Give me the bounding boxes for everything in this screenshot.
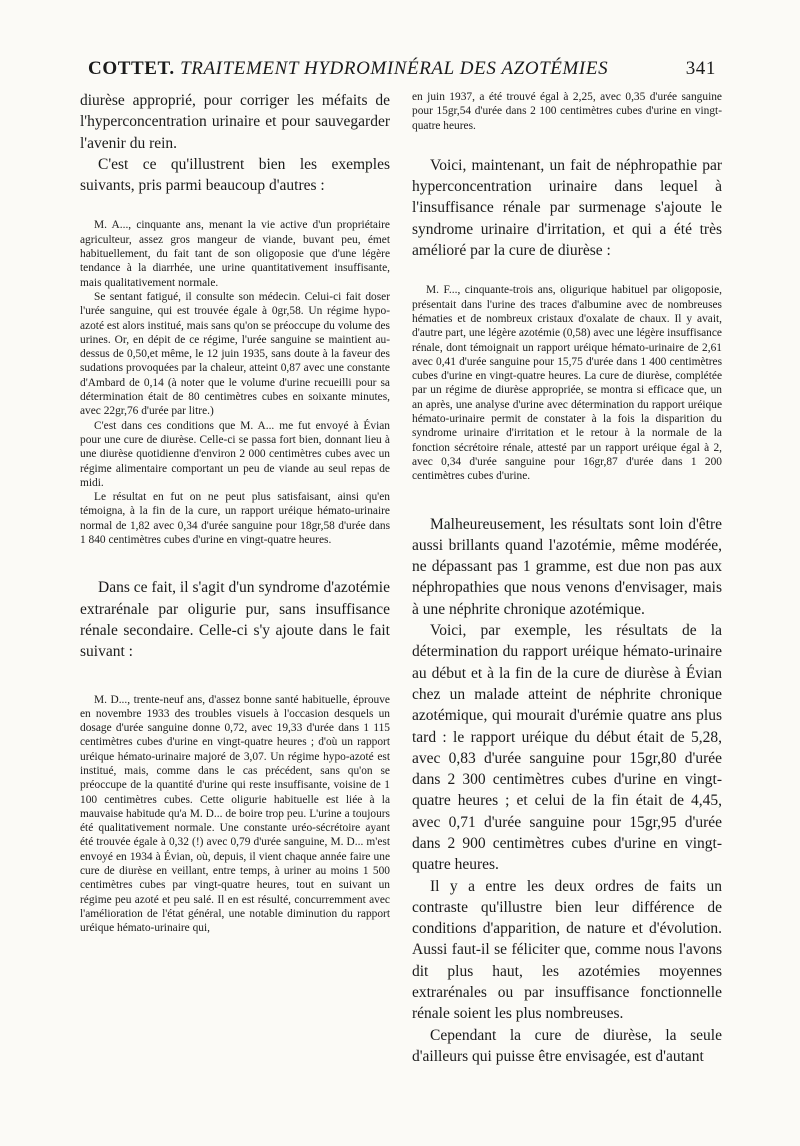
running-head-title: TRAITEMENT HYDROMINÉRAL DES AZOTÉMIES	[180, 58, 609, 79]
running-head-author: COTTET.	[88, 58, 175, 79]
paragraph-spacer	[80, 663, 390, 693]
left-paragraph-3: Se sentant fatigué, il consulte son médecin. Celui-ci fait doser l'urée sanguine, qui est trouvée égale à 0gr,58. Un régime hypo-azoté est alors institué, mais sans qu'on se préoccupe du volume des urines. Or, en dépit de ce régime, l'urée sanguine se maintient au-dessus de 0,50,et même, le 12 juin 1935, sans doute à la faveur des sudations provoquées par la chaleur, atteint 0,87 avec une constante d'Ambard de 0,14 (à noter que le volume d'urine recueilli pour sa détermination était de 80 centimètres cubes en soixante minutes, avec 22gr,76 d'urée par litre.)	[80, 290, 390, 418]
left-paragraph-5: Le résultat en fut on ne peut plus satisfaisant, ainsi qu'en témoigna, à la fin de la cure, un rapport uréique hémato-urinaire normal de 1,82 avec 0,34 d'urée sanguine pour 18gr,58 d'urée dans 1 840 centimètres cubes d'urine en vingt-quatre heures.	[80, 491, 390, 547]
paragraph-spacer	[412, 133, 722, 155]
right-paragraph-4: Voici, par exemple, les résultats de la détermination du rapport uréique hémato-urinaire au début et à la fin de la cure de diurèse à Évian chez un malade atteint de néphrite chronique azotémique, qui mourait d'urémie quatre ans plus tard : le rapport uréique du début était de 5,28, avec 0,83 d'urée sanguine pour 15gr,80 d'urée dans 2 300 centimètres cubes d'urine en vingt-quatre heures ; et celui de la fin était de 4,45, avec 0,71 d'urée sanguine pour 15gr,95 d'urée dans 2 900 centimètres cubes d'urine en vingt-quatre heures.	[412, 622, 722, 874]
right-paragraph-5: Il y a entre les deux ordres de faits un contraste qu'illustre bien leur différence de conditions d'apparition, de nature et d'évolution. Aussi faut-il se féliciter que, comme nous l'avons dit plus haut, les azotémies moyennes extrarénales ou par insuffisance fonctionnelle rénale soient les plus nombreuses.	[412, 877, 722, 1023]
paragraph-spacer	[412, 484, 722, 514]
left-paragraph-6: Dans ce fait, il s'agit d'un syndrome d'azotémie extrarénale par oligurie pur, sans insuffisance rénale secondaire. Celle-ci s'y ajoute dans le fait suivant :	[80, 579, 390, 661]
right-paragraph-6: Cependant la cure de diurèse, la seule d'ailleurs qui puisse être envisagée, est d'autant	[412, 1026, 722, 1065]
right-column	[412, 90, 722, 1067]
right-paragraph-0: en juin 1937, a été trouvé égal à 2,25, avec 0,35 d'urée sanguine pour 15gr,54 d'urée dans 2 100 centimètres cubes d'urine en vingt-quatre heures.	[412, 91, 722, 132]
left-paragraph-2: M. A..., cinquante ans, menant la vie active d'un propriétaire agriculteur, assez gros mangeur de viande, buvant peu, émet habituellement, du fait tant de son oligoposie que d'une légère tendance à la diarrhée, une urine quantitativement insuffisante, mais qualitativement normale.	[80, 219, 390, 289]
paragraph-spacer	[412, 261, 722, 283]
left-paragraph-4: C'est dans ces conditions que M. A... me fut envoyé à Évian pour une cure de diurèse. Celle-ci se passa fort bien, donnant lieu à une diurèse quotidienne d'environ 2 000 centimètres cubes avec un régime alimentaire comportant un peu de viande au seul repas de midi.	[80, 419, 390, 489]
right-paragraph-3: Malheureusement, les résultats sont loin d'être aussi brillants quand l'azotémie, même modérée, ne dépassant pas 1 gramme, est due non pas aux néphropathies que nous venons d'envisager, mais à une néphrite chronique azotémique.	[412, 515, 722, 618]
left-paragraph-0: diurèse approprié, pour corriger les méfaits de l'hyperconcentration urinaire et pour sauvegarder l'avenir du rein.	[80, 92, 390, 152]
left-column	[80, 90, 390, 936]
left-paragraph-7: M. D..., trente-neuf ans, d'assez bonne santé habituelle, éprouve en novembre 1933 des troubles visuels à l'occasion desquels un dosage d'urée sanguine donne 0,72, avec 19,33 d'urée dans 1 115 centimètres cubes d'urine en vingt-quatre heures ; d'où un rapport uréique hémato-urinaire majoré de 3,07. Un régime hypo-azoté est institué, mais, comme dans le cas précédent, sans qu'on se préoccupe de la quantité d'urine qui reste insuffisante, voisine de 1 100 centimètres cubes. Cette oligurie habituelle est liée à la mauvaise habitude qu'a M. D... de boire trop peu. L'urine a toujours été qualitativement normale. Une constante uréo-sécrétoire ayant été trouvée égale à 0,32 (!) avec 0,79 d'urée sanguine, M. D... m'est envoyé en 1934 à Évian, où, depuis, il vient chaque année faire une cure de diurèse en veillant, entre temps, à uriner au moins 1 500 centimètres cubes par vingt-quatre heures, tout en suivant un régime peu azoté et peu salé. Il en est résulté, concurremment avec l'amélioration de l'état général, une notable diminution du rapport uréique hémato-urinaire qui,	[80, 693, 390, 935]
left-paragraph-1: C'est ce qu'illustrent bien les exemples suivants, pris parmi beaucoup d'autres :	[80, 155, 390, 195]
right-paragraph-2: M. F..., cinquante-trois ans, oligurique habituel par oligoposie, présentait dans l'urine des traces d'albumine avec de nombreuses hématies et de nombreux cristaux d'oxalate de chaux. Il y avait, d'autre part, une légère azotémie (0,58) avec une légère insuffisance rénale, dont témoignait un rapport uréique hémato-urinaire de 2,61 avec 0,41 d'urée sanguine pour 15,75 d'urée dans 1 400 centimètres cubes d'urine en vingt-quatre heures. La cure de diurèse, complétée par un régime de diurèse appropriée, se montra si efficace que, un an après, une analyse d'urine avec détermination du rapport uréique hémato-urinaire permit de constater à la fois la disparition du syndrome urinaire d'irritation et le retour à la normale de la fonction sécrétoire rénale, attesté par un rapport uréique égal à 2, avec 0,34 d'urée sanguine pour 16gr,87 d'urée dans 1 200 centimètres cubes d'urine.	[412, 284, 722, 483]
page-number: 341	[685, 58, 716, 79]
paragraph-spacer	[80, 547, 390, 577]
right-paragraph-1: Voici, maintenant, un fait de néphropathie par hyperconcentration urinaire dans lequel à l'insuffisance rénale par surmenage s'ajoute le syndrome urinaire d'irritation, et qui a été très amélioré par la cure de diurèse :	[412, 156, 722, 260]
paragraph-spacer	[80, 196, 390, 218]
running-head	[88, 58, 716, 86]
